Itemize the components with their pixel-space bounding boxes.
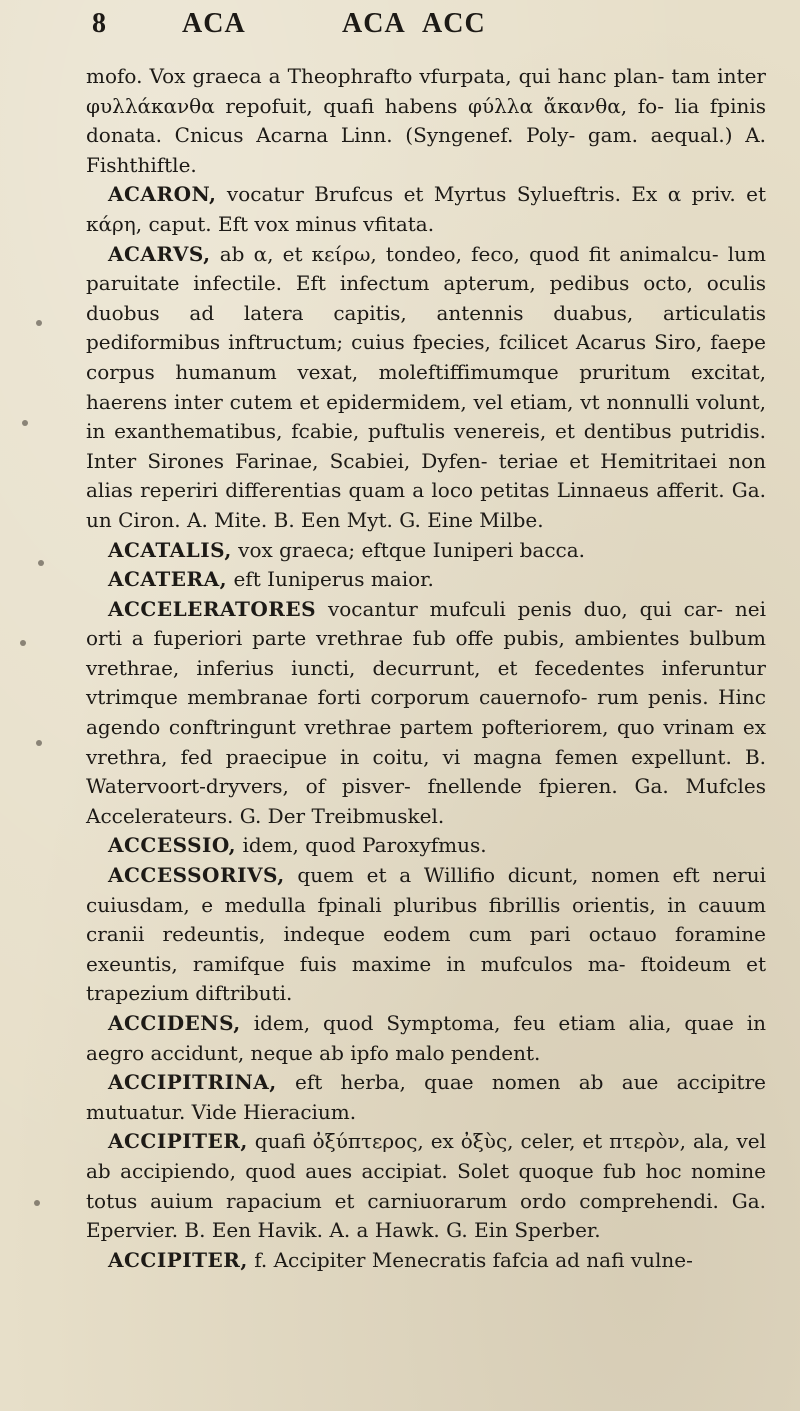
entry-body: idem, quod Symptoma, feu etiam alia, quae in aegro accidunt, neque ab ipfo malo pendent. (86, 1011, 766, 1065)
entry-paragraph (86, 595, 766, 832)
entry-head: ACCELERATORES (108, 596, 317, 621)
entry-body: ab α, et κείρω, tondeo, feco, quod fit animalcu- lum paruitate infectile. Eft infectum apterum, pedibus octo, oculis duobus ad latera capitis, antennis duabus, articulatis pediformibus inftructum; cuius fpecies, fcilicet Acarus Siro, faepe corpus humanum vexat, moleftiffimumque pruritum excitat, haerens inter cutem et epidermidem, vel etiam, vt nonnulli volunt, in exanthematibus, fcabie, puftulis venereis, et dentibus putridis. Inter Sirones Farinae, Scabiei, Dyfen- teriae et Hemitritaei non alias reperiri differentias quam a loco petitas Linnaeus afferit. Ga. un Ciron. A. Mite. B. Een Myt. G. Eine Milbe. (86, 241, 766, 532)
entry-head: ACATERA, (108, 567, 228, 592)
dictionary-text (86, 62, 766, 1275)
margin-dot (34, 1200, 40, 1206)
entry-paragraph (86, 536, 766, 566)
header-right: ACC (422, 8, 486, 39)
entry-paragraph (86, 1068, 766, 1127)
margin-dot (38, 560, 44, 566)
margin-dot (20, 640, 26, 646)
entry-paragraph (86, 62, 766, 180)
entry-paragraph (86, 565, 766, 595)
header-left: ACA (182, 8, 246, 39)
entry-head: ACCESSIO, (108, 833, 237, 858)
entry-paragraph (86, 831, 766, 861)
margin-dot (36, 320, 42, 326)
running-header (92, 8, 732, 48)
entry-body: vocatur Brufcus et Myrtus Sylueftris. Ex α priv. et κάρη, caput. Eft vox minus vfitata. (86, 182, 767, 236)
entry-body: quafi ὀξύπτερος, ex ὀξὺς, celer, et πτερὸν, ala, vel ab accipiendo, quod aues accipiat. Solet quoque fub hoc nomine totus auium rapacium et carniuorarum ordo comprehendi. Ga. Epervier. B. Een Havik. A. a Hawk. G. Ein Sperber. (86, 1129, 767, 1243)
header-mid: ACA (342, 8, 406, 39)
left-margin-marks (0, 0, 60, 1411)
entry-paragraph (86, 1246, 766, 1276)
entry-body: eft herba, quae nomen ab aue accipitre mutuatur. Vide Hieracium. (86, 1070, 766, 1124)
entry-paragraph (86, 861, 766, 1009)
entry-head: ACARON, (108, 182, 217, 207)
entry-paragraph (86, 1009, 766, 1068)
entry-body: mofo. Vox graeca a Theophrafto vfurpata, qui hanc plan- tam inter φυλλάκανθα repofuit, quafi habens φύλλα ἄκανθα, fo- lia fpinis donata. Cnicus Acarna Linn. (Syngenef. Poly- gam. aequal.) A. Fishthiftle. (86, 64, 766, 177)
entry-body: vocantur mufculi penis duo, qui car- nei orti a fuperiori parte vrethrae fub offe pubis, ambientes bulbum vrethrae, inferius iuncti, decurrunt, et fecedentes inferuntur vtrimque membranae forti corporum cauernofo- rum penis. Hinc agendo conftringunt vrethrae partem pofteriorem, quo vrinam ex vrethra, fed praecipue in coitu, vi magna femen expellunt. B. Watervoort-dryvers, of pisver- fnellende fpieren. Ga. Mufcles Accelerateurs. G. Der Treibmuskel. (86, 596, 766, 828)
entry-body: quem et a Willifio dicunt, nomen eft nerui cuiusdam, e medulla fpinali pluribus fibrillis orientis, in cauum cranii redeuntis, indeque eodem cum pari octauo foramine exeuntis, ramifque fuis maxime in mufculos ma- ftoideum et trapezium diftributi. (86, 863, 767, 1006)
entry-head: ACATALIS, (108, 537, 232, 562)
entry-body: eft Iuniperus maior. (233, 567, 434, 592)
entry-head: ACCIPITER, (108, 1247, 248, 1272)
entry-paragraph (86, 180, 766, 239)
entry-body: idem, quod Paroxyfmus. (242, 833, 487, 858)
entry-head: ACCESSORIVS, (108, 863, 285, 888)
margin-dot (22, 420, 28, 426)
entry-paragraph (86, 240, 766, 536)
entry-head: ACCIPITER, (108, 1129, 248, 1154)
margin-dot (36, 740, 42, 746)
header-page-marker: 8 (92, 8, 107, 39)
entry-body: f. Accipiter Menecratis fafcia ad nafi vulne- (254, 1247, 693, 1272)
entry-paragraph (86, 1127, 766, 1245)
entry-head: ACCIPITRINA, (108, 1070, 277, 1095)
entry-body: vox graeca; eftque Iuniperi bacca. (238, 537, 586, 562)
entry-head: ACARVS, (108, 241, 211, 266)
entry-head: ACCIDENS, (108, 1011, 241, 1035)
